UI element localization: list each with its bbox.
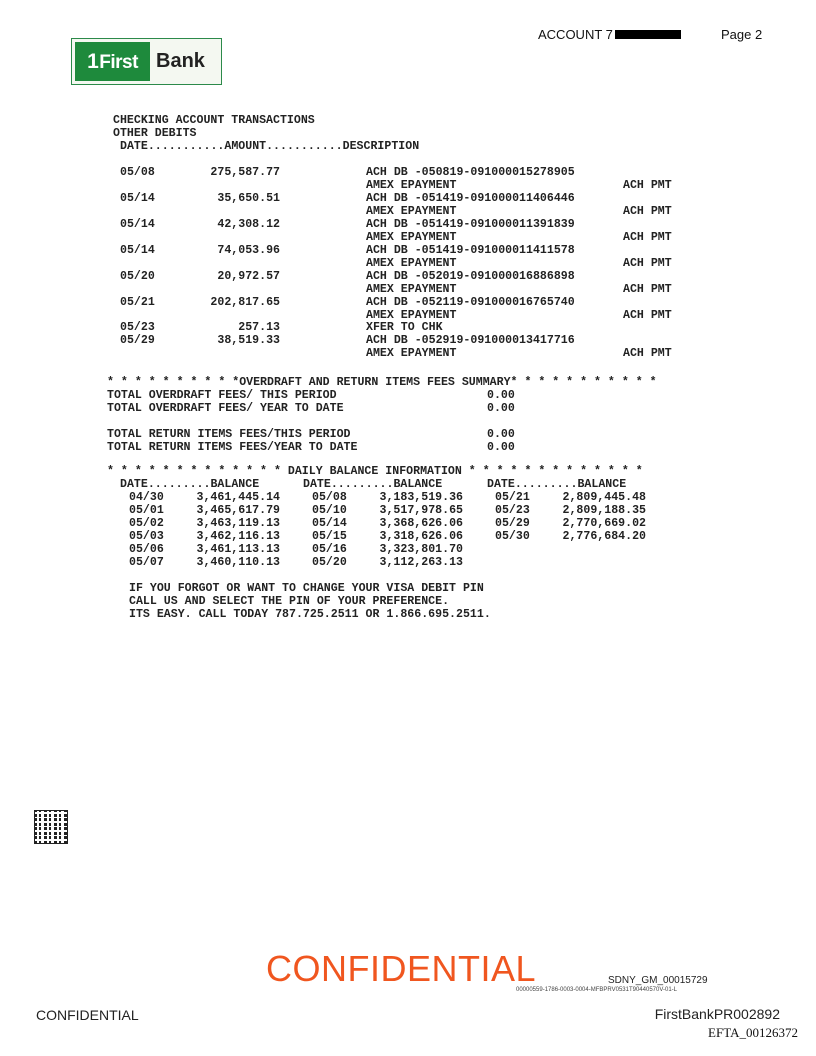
debit-amount: 38,519.33 (217, 334, 280, 347)
bates-number: SDNY_GM_00015729 (608, 975, 708, 986)
daily-date: 05/23 (495, 504, 530, 517)
daily-date: 04/30 (129, 491, 164, 504)
debit-type-tag: ACH PMT (623, 347, 672, 360)
daily-balance: 2,776,684.20 (562, 530, 646, 543)
debit-amount: 275,587.77 (210, 166, 280, 179)
account-label: ACCOUNT 7 (538, 27, 613, 42)
debit-description: ACH DB -051419-091000011411578 (366, 244, 575, 257)
debit-date: 05/14 (120, 218, 155, 231)
debit-description: ACH DB -052919-091000013417716 (366, 334, 575, 347)
daily-balance: 3,368,626.06 (379, 517, 463, 530)
debit-type-tag: ACH PMT (623, 309, 672, 322)
fees-value: 0.00 (487, 389, 515, 402)
debit-amount: 42,308.12 (217, 218, 280, 231)
daily-date: 05/21 (495, 491, 530, 504)
daily-header-col1: DATE.........BALANCE (120, 478, 260, 491)
fees-value: 0.00 (487, 402, 515, 415)
notice-line: IF YOU FORGOT OR WANT TO CHANGE YOUR VISA DEBIT PIN (129, 582, 484, 595)
debit-type-tag: ACH PMT (623, 231, 672, 244)
debit-date: 05/20 (120, 270, 155, 283)
debit-date: 05/29 (120, 334, 155, 347)
debit-date: 05/14 (120, 192, 155, 205)
debit-type-tag: ACH PMT (623, 205, 672, 218)
daily-balance: 3,465,617.79 (196, 504, 280, 517)
debit-amount: 74,053.96 (217, 244, 280, 257)
debit-amount: 20,972.57 (217, 270, 280, 283)
daily-header-col2: DATE.........BALANCE (303, 478, 443, 491)
daily-balance: 3,112,263.13 (379, 556, 463, 569)
daily-date: 05/01 (129, 504, 164, 517)
logo-wordmark: Bank (156, 50, 205, 72)
daily-date: 05/14 (312, 517, 347, 530)
daily-header-col3: DATE.........BALANCE (487, 478, 627, 491)
daily-balance: 3,462,116.13 (196, 530, 280, 543)
debit-type-tag: ACH PMT (623, 179, 672, 192)
debit-type-tag: ACH PMT (623, 257, 672, 270)
daily-balance: 3,463,119.13 (196, 517, 280, 530)
fees-line: TOTAL OVERDRAFT FEES/ THIS PERIOD (107, 389, 337, 402)
debit-description-detail: AMEX EPAYMENT (366, 257, 457, 270)
logo-mark: 1First (75, 42, 150, 81)
debit-date: 05/21 (120, 296, 155, 309)
daily-date: 05/30 (495, 530, 530, 543)
debit-description: ACH DB -051419-091000011391839 (366, 218, 575, 231)
daily-date: 05/29 (495, 517, 530, 530)
daily-balance: 3,323,801.70 (379, 543, 463, 556)
daily-balance: 3,460,110.13 (196, 556, 280, 569)
debit-description: ACH DB -050819-091000015278905 (366, 166, 575, 179)
debit-description: ACH DB -052119-091000016765740 (366, 296, 575, 309)
daily-date: 05/16 (312, 543, 347, 556)
daily-date: 05/02 (129, 517, 164, 530)
debit-description: ACH DB -052019-091000016886898 (366, 270, 575, 283)
daily-balance: 2,770,669.02 (562, 517, 646, 530)
section-title: CHECKING ACCOUNT TRANSACTIONS (113, 114, 315, 127)
daily-balance: 3,461,445.14 (196, 491, 280, 504)
debit-description-detail: AMEX EPAYMENT (366, 231, 457, 244)
debit-description-detail: AMEX EPAYMENT (366, 283, 457, 296)
daily-balance: 2,809,445.48 (562, 491, 646, 504)
barcode-frame (34, 810, 68, 844)
confidential-stamp: CONFIDENTIAL (266, 948, 537, 989)
daily-date: 05/06 (129, 543, 164, 556)
daily-date: 05/20 (312, 556, 347, 569)
debit-description-detail: AMEX EPAYMENT (366, 205, 457, 218)
fees-line: TOTAL RETURN ITEMS FEES/THIS PERIOD (107, 428, 351, 441)
page-number: Page 2 (721, 27, 763, 42)
daily-balance: 3,183,519.36 (379, 491, 463, 504)
debit-amount: 257.13 (238, 321, 280, 334)
notice-line: CALL US AND SELECT THE PIN OF YOUR PREFERENCE. (129, 595, 450, 608)
daily-date: 05/07 (129, 556, 164, 569)
debit-description: ACH DB -051419-091000011406446 (366, 192, 575, 205)
debit-type-tag: ACH PMT (623, 283, 672, 296)
debit-date: 05/14 (120, 244, 155, 257)
document-control-id: 00000559-1786-0003-0004-MFBPRV0531T90440570V-01-L (516, 987, 678, 993)
fees-line: TOTAL RETURN ITEMS FEES/YEAR TO DATE (107, 441, 358, 454)
confidential-label: CONFIDENTIAL (36, 1007, 139, 1023)
efta-id: EFTA_00126372 (708, 1025, 798, 1040)
debit-date: 05/23 (120, 321, 155, 334)
debit-description-detail: AMEX EPAYMENT (366, 347, 457, 360)
daily-balance: 3,318,626.06 (379, 530, 463, 543)
debit-date: 05/08 (120, 166, 155, 179)
daily-balance: 3,461,113.13 (196, 543, 280, 556)
section-subtitle: OTHER DEBITS (113, 127, 197, 140)
notice-line: ITS EASY. CALL TODAY 787.725.2511 OR 1.866.695.2511. (129, 608, 491, 621)
producer-id: FirstBankPR002892 (654, 1006, 780, 1022)
daily-date: 05/03 (129, 530, 164, 543)
debit-amount: 35,650.51 (217, 192, 280, 205)
debit-description-detail: AMEX EPAYMENT (366, 309, 457, 322)
column-header: DATE...........AMOUNT...........DESCRIPTION (120, 140, 420, 153)
daily-date: 05/08 (312, 491, 347, 504)
debit-amount: 202,817.65 (210, 296, 280, 309)
fees-banner: * * * * * * * * * *OVERDRAFT AND RETURN ITEMS FEES SUMMARY* * * * * * * * * * * (107, 376, 657, 389)
daily-date: 05/15 (312, 530, 347, 543)
fees-value: 0.00 (487, 441, 515, 454)
fees-line: TOTAL OVERDRAFT FEES/ YEAR TO DATE (107, 402, 344, 415)
debit-description-detail: AMEX EPAYMENT (366, 179, 457, 192)
fees-value: 0.00 (487, 428, 515, 441)
daily-balance-banner: * * * * * * * * * * * * * DAILY BALANCE INFORMATION * * * * * * * * * * * * * (107, 465, 643, 478)
daily-balance: 2,809,188.35 (562, 504, 646, 517)
daily-balance: 3,517,978.65 (379, 504, 463, 517)
daily-date: 05/10 (312, 504, 347, 517)
debit-description: XFER TO CHK (366, 321, 443, 334)
